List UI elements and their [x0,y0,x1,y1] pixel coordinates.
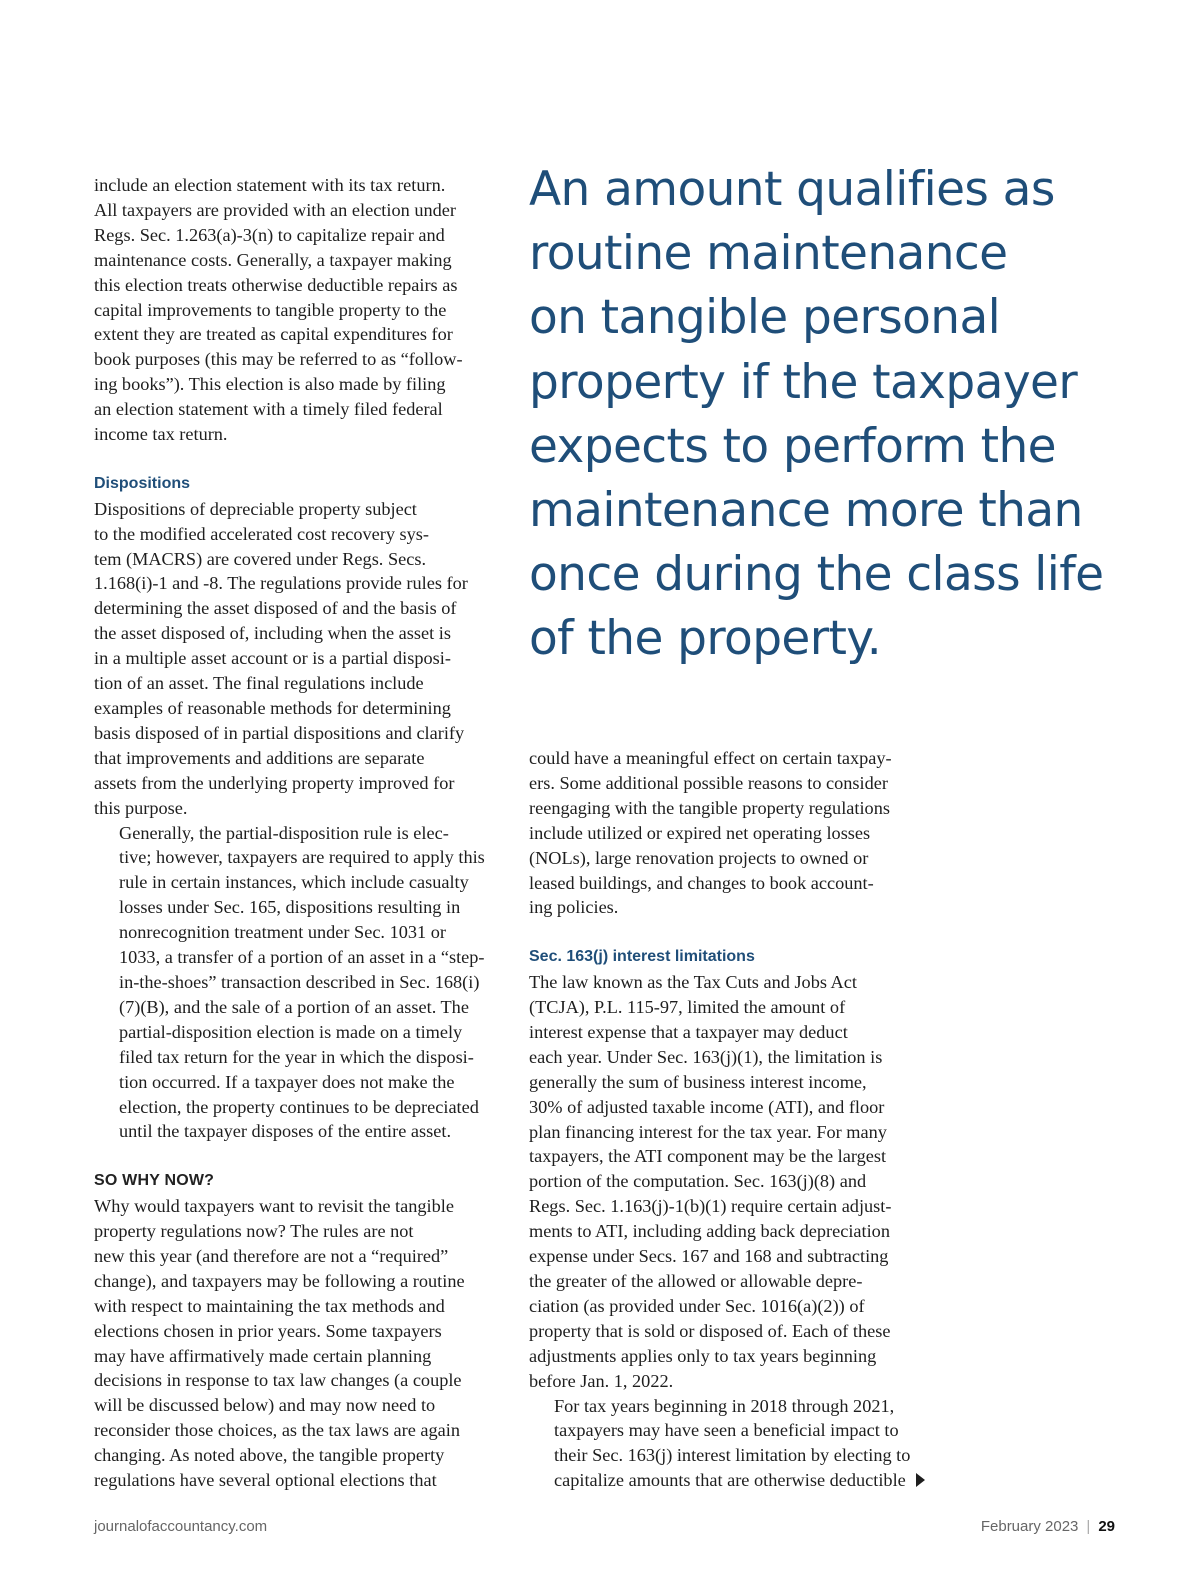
text-line: income tax return. [94,424,228,445]
text-line: portion of the computation. Sec. 163(j)(8) and [529,1171,867,1192]
text-line: ments to ATI, including adding back depreciation [529,1221,890,1242]
interest-limitations-heading: Sec. 163(j) interest limitations [529,948,755,966]
text-line: elections chosen in prior years. Some taxpayers [94,1320,442,1341]
text-line: book purposes (this may be referred to as “follow- [94,349,463,370]
text-line: Why would taxpayers want to revisit the tangible [94,1196,454,1217]
text-line: interest expense that a taxpayer may deduct [529,1021,848,1042]
text-line: on tangible personal [529,290,1001,346]
text-line: 1033, a transfer of a portion of an asset in a “step- [119,947,485,968]
paragraph-tcja [529,970,941,1393]
paragraph-partial-disposition [94,821,506,1145]
text-line: Generally, the partial-disposition rule is elec- [119,822,449,843]
text-line: reconsider those choices, as the tax laws are again [94,1420,460,1441]
text-line: routine maintenance [529,226,1008,282]
text-line: capital improvements to tangible property to the [94,299,447,320]
text-line: taxpayers may have seen a beneficial impact to [554,1420,899,1441]
text-line: (NOLs), large renovation projects to owned or [529,847,869,868]
text-line: basis disposed of in partial dispositions and clarify [94,722,465,743]
text-line: plan financing interest for the tax year. For many [529,1121,887,1142]
text-line: include utilized or expired net operating losses [529,822,871,843]
issue-date: February 2023 [980,1518,1079,1535]
text-line: property that is sold or disposed of. Each of these [529,1320,891,1341]
text-line: assets from the underlying property improved for [94,772,455,793]
text-line: An amount qualifies as [529,162,1055,217]
text-line: partial-disposition election is made on a timely [119,1021,463,1042]
paragraph-why-revisit [94,1194,506,1493]
text-line: Regs. Sec. 1.163(j)-1(b)(1) require certain adjust- [529,1196,892,1217]
text-line: an election statement with a timely filed federal [94,399,443,420]
text-line: expects to perform the [529,418,1057,474]
text-line: (7)(B), and the sale of a portion of an asset. The [119,996,469,1017]
text-line: the asset disposed of, including when the asset is [94,623,451,644]
text-line: in-the-shoes” transaction described in Sec. 168(i) [119,971,480,992]
paragraph-tax-years-2018 [529,1394,941,1494]
text-line: capitalize amounts that are otherwise deductible [529,1468,941,1493]
paragraph-election-statement [94,173,506,447]
text-line: tive; however, taxpayers are required to apply this [119,847,485,868]
text-line: decisions in response to tax law changes (a couple [94,1370,462,1391]
footer-separator: | [1086,1518,1091,1535]
text-line: new this year (and therefore are not a “required” [94,1245,449,1266]
text-line: tion of an asset. The final regulations include [94,673,424,694]
paragraph-meaningful-effect [529,746,941,920]
text-line: expense under Secs. 167 and 168 and subtracting [529,1246,889,1267]
text-line: with respect to maintaining the tax methods and [94,1295,445,1316]
text-line: tem (MACRS) are covered under Regs. Secs. [94,548,427,569]
text-line: generally the sum of business interest income, [529,1071,867,1092]
text-line: their Sec. 163(j) interest limitation by electing to [554,1445,911,1466]
so-why-now-heading: SO WHY NOW? [94,1172,215,1190]
text-line: 1.168(i)-1 and -8. The regulations provide rules for [94,573,468,594]
text-line: change), and taxpayers may be following a routine [94,1270,465,1291]
text-line: tion occurred. If a taxpayer does not make the [119,1071,455,1092]
dispositions-heading: Dispositions [94,474,191,492]
text-line: this election treats otherwise deductible repairs as [94,274,458,295]
text-line: before Jan. 1, 2022. [529,1370,674,1391]
text-line: leased buildings, and changes to book account- [529,872,874,893]
text-line: For tax years beginning in 2018 through 2021, [554,1395,895,1416]
text-line: Dispositions of depreciable property subject [94,498,417,519]
text-line: reengaging with the tangible property regulations [529,797,890,818]
text-line: in a multiple asset account or is a partial disposi- [94,648,451,669]
text-line: Regs. Sec. 1.263(a)-3(n) to capitalize repair and [94,224,445,245]
footer-issue [981,1518,1115,1535]
text-line: the greater of the allowed or allowable depre- [529,1271,863,1292]
continue-arrow-icon [916,1473,925,1487]
left-column [94,173,506,1493]
text-line: adjustments applies only to tax years beginning [529,1345,877,1366]
text-line: ciation (as provided under Sec. 1016(a)(2)) of [529,1295,865,1316]
text-line: until the taxpayer disposes of the entire asset. [119,1121,452,1142]
text-line: this purpose. [94,797,188,818]
text-line: ers. Some additional possible reasons to consider [529,772,888,793]
text-line: The law known as the Tax Cuts and Jobs Act [529,972,857,993]
text-line: examples of reasonable methods for determining [94,698,451,719]
text-line: (TCJA), P.L. 115-97, limited the amount of [529,997,846,1018]
text-line: regulations have several optional elections that [94,1470,437,1491]
text-line: maintenance costs. Generally, a taxpayer making [94,249,452,270]
text-line: losses under Sec. 165, dispositions resulting in [119,897,461,918]
text-line: include an election statement with its tax return. [94,175,446,195]
text-line: changing. As noted above, the tangible property [94,1445,445,1466]
text-line: determining the asset disposed of and the basis of [94,598,457,619]
text-line: of the property. [529,611,882,667]
text-line: election, the property continues to be depreciated [119,1096,479,1117]
text-line: filed tax return for the year in which the disposi- [119,1046,474,1067]
paragraph-dispositions [94,497,506,821]
text-line: may have affirmatively made certain planning [94,1345,432,1366]
footer-website: journalofaccountancy.com [94,1518,268,1535]
text-line: to the modified accelerated cost recovery sys- [94,523,430,544]
page-number: 29 [1098,1518,1115,1535]
right-column [529,746,941,1493]
text-line: maintenance more than [529,483,1083,539]
text-line: extent they are treated as capital expenditures for [94,324,453,345]
text-line: All taxpayers are provided with an election under [94,199,456,220]
text-line: taxpayers, the ATI component may be the largest [529,1146,887,1167]
text-line: property regulations now? The rules are not [94,1221,414,1242]
text-line: could have a meaningful effect on certain taxpay- [529,748,892,768]
pull-quote [529,158,1129,672]
text-line: ing books”). This election is also made by filing [94,374,446,395]
text-line: once during the class life [529,547,1104,603]
text-line: will be discussed below) and may now need to [94,1395,436,1416]
text-line: that improvements and additions are separate [94,747,425,768]
text-line: rule in certain instances, which include casualty [119,872,469,893]
text-line: nonrecognition treatment under Sec. 1031 or [119,922,446,943]
text-line: 30% of adjusted taxable income (ATI), and floor [529,1096,885,1117]
text-line: each year. Under Sec. 163(j)(1), the limitation is [529,1046,883,1067]
text-line: property if the taxpayer [529,354,1078,410]
text-line: ing policies. [529,897,619,918]
